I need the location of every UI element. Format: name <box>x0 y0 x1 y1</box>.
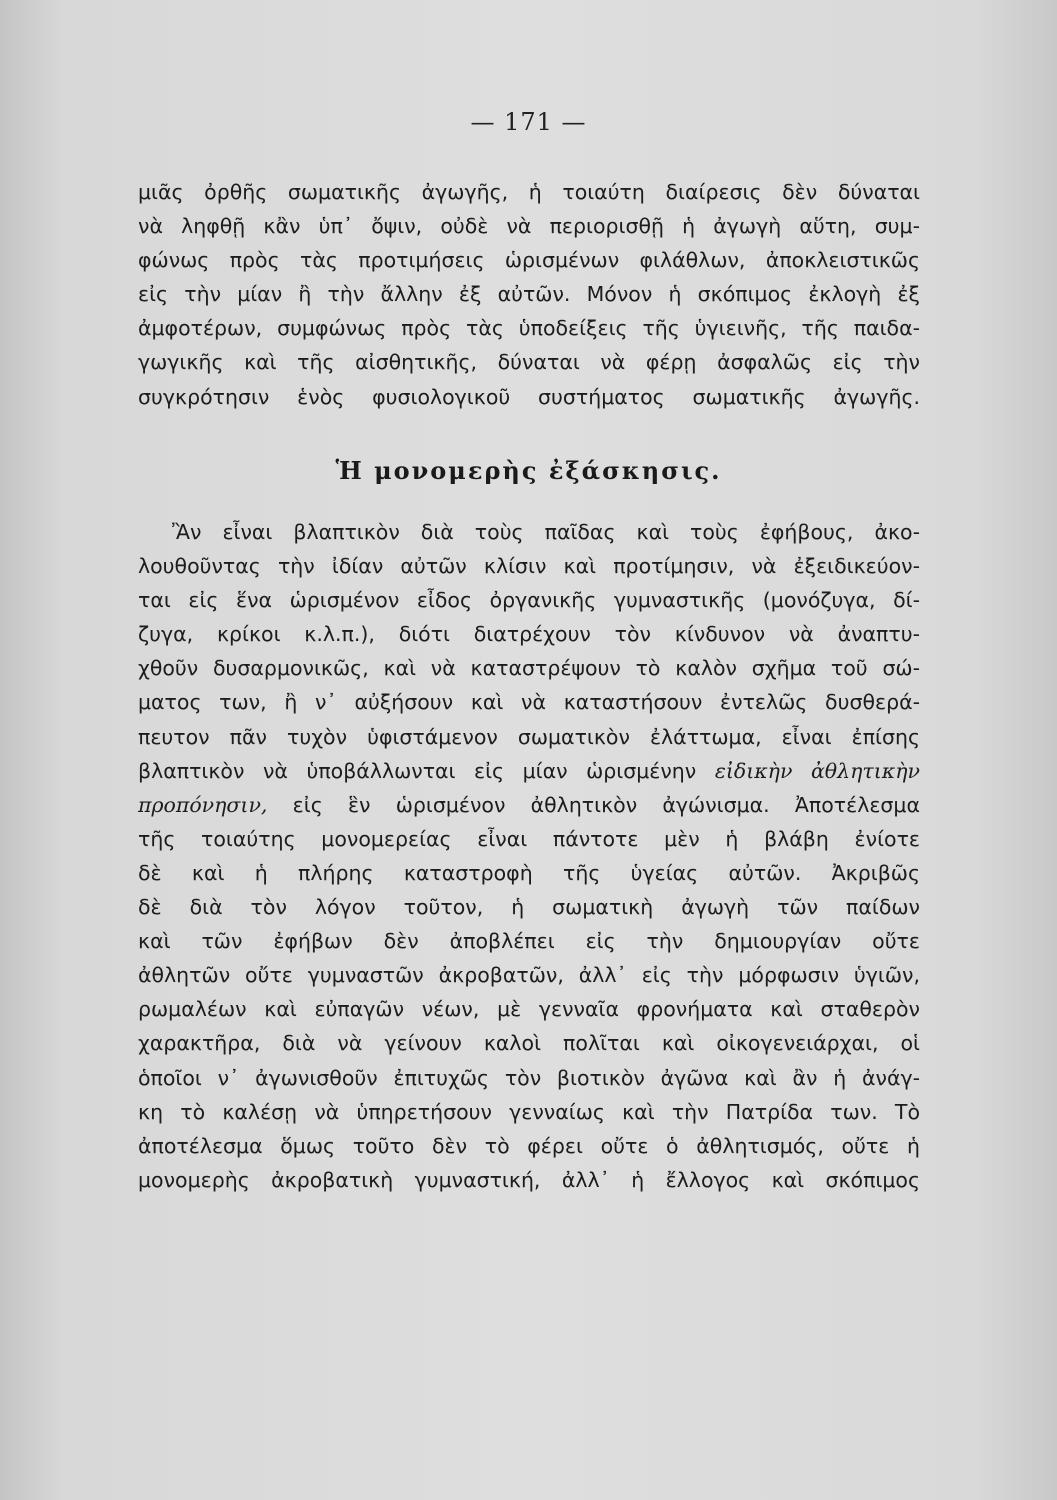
text-line: εἰς τὴν μίαν ἢ τὴν ἄλλην ἐξ αὐτῶν. Μόνον ἡ σκόπιμος ἐκλογὴ ἐξ <box>138 282 920 307</box>
text-line: μονομερὴς ἀκροβατικὴ γυμναστική, ἀλλ᾽ ἡ ἔλλογος καὶ σκόπιμος <box>138 1167 920 1192</box>
text-line-with-italic <box>138 754 920 788</box>
text-line: δὲ διὰ τὸν λόγον τοῦτον, ἡ σωματικὴ ἀγωγὴ τῶν παίδων <box>138 895 920 920</box>
text-line: τῆς τοιαύτης μονομερείας εἶναι πάντοτε μὲν ἡ βλάβη ἐνίοτε <box>138 826 920 851</box>
text-line: καὶ τῶν ἐφήβων δὲν ἀποβλέπει εἰς τὴν δημιουργίαν οὔτε <box>138 929 920 954</box>
text-line: λουθοῦντας τὴν ἰδίαν αὐτῶν κλίσιν καὶ προτίμησιν, νὰ ἐξειδικεύον- <box>138 554 920 579</box>
text-line: ὁποῖοι ν᾽ ἀγωνισθοῦν ἐπιτυχῶς τὸν βιοτικὸν ἀγῶνα καὶ ἂν ἡ ἀνάγ- <box>138 1065 920 1090</box>
text-line: ζυγα, κρίκοι κ.λ.π.), διότι διατρέχουν τὸν κίνδυνον νὰ ἀναπτυ- <box>138 622 920 647</box>
text-line: χθοῦν δυσαρμονικῶς, καὶ νὰ καταστρέψουν τὸ καλὸν σχῆμα τοῦ σώ- <box>138 656 920 681</box>
text-line-with-italic <box>138 788 920 822</box>
italic-span: εἰδικὴν ἀθλητικὴν <box>714 758 920 783</box>
text-span: βλαπτικὸν νὰ ὑποβάλλωνται εἰς μίαν ὡρισμένην <box>138 758 697 783</box>
text-line: πευτον πᾶν τυχὸν ὑφιστάμενον σωματικὸν ἐλάττωμα, εἶναι ἐπίσης <box>138 724 920 749</box>
text-line: ἀθλητῶν οὔτε γυμναστῶν ἀκροβατῶν, ἀλλ᾽ εἰς τὴν μόρφωσιν ὑγιῶν, <box>138 963 920 988</box>
text-line: κη τὸ καλέσῃ νὰ ὑπηρετήσουν γενναίως καὶ τὴν Πατρίδα των. Τὸ <box>138 1099 920 1124</box>
section-heading: Ἡ μονομερὴς ἐξάσκησις. <box>335 456 722 485</box>
text-line: ἀποτέλεσμα ὅμως τοῦτο δὲν τὸ φέρει οὔτε ὁ ἀθλητισμός, οὔτε ἡ <box>138 1133 920 1158</box>
text-line: συγκρότησιν ἑνὸς φυσιολογικοῦ συστήματος σωματικῆς ἀγωγῆς. <box>138 384 920 409</box>
text-span: εἰς ἓν ὡρισμένον ἀθλητικὸν ἀγώνισμα. Ἀποτέλεσμα <box>292 792 920 817</box>
text-line: ται εἰς ἕνα ὡρισμένον εἶδος ὀργανικῆς γυμναστικῆς (μονόζυγα, δί- <box>138 588 920 613</box>
text-line: Ἂν εἶναι βλαπτικὸν διὰ τοὺς παῖδας καὶ τοὺς ἐφήβους, ἀκο- <box>172 520 920 544</box>
text-line: νὰ ληφθῇ κἂν ὑπ᾽ ὄψιν, οὐδὲ νὰ περιορισθῇ ἡ ἀγωγὴ αὕτη, συμ- <box>138 214 920 239</box>
text-line: ρωμαλέων καὶ εὐπαγῶν νέων, μὲ γενναῖα φρονήματα καὶ σταθερὸν <box>138 997 920 1022</box>
text-line: φώνως πρὸς τὰς προτιμήσεις ὡρισμένων φιλάθλων, ἀποκλειστικῶς <box>138 248 920 273</box>
page-number: — 171 — <box>470 108 587 136</box>
text-line: μιᾶς ὀρθῆς σωματικῆς ἀγωγῆς, ἡ τοιαύτη διαίρεσις δὲν δύναται <box>138 180 920 204</box>
text-line: χαρακτῆρα, διὰ νὰ γείνουν καλοὶ πολῖται καὶ οἰκογενειάρχαι, οἱ <box>138 1031 920 1056</box>
text-line: γωγικῆς καὶ τῆς αἰσθητικῆς, δύναται νὰ φέρῃ ἀσφαλῶς εἰς τὴν <box>138 350 920 375</box>
text-line: ἀμφοτέρων, συμφώνως πρὸς τὰς ὑποδείξεις τῆς ὑγιεινῆς, τῆς παιδα- <box>138 316 920 341</box>
italic-span: προπόνησιν, <box>138 792 268 817</box>
text-line: δὲ καὶ ἡ πλήρης καταστροφὴ τῆς ὑγείας αὐτῶν. Ἀκριβῶς <box>138 860 920 885</box>
text-line: ματος των, ἢ ν᾽ αὐξήσουν καὶ νὰ καταστήσουν ἐντελῶς δυσθερά- <box>138 690 920 715</box>
paragraph-1 <box>138 175 920 414</box>
paragraph-2 <box>138 515 920 1197</box>
